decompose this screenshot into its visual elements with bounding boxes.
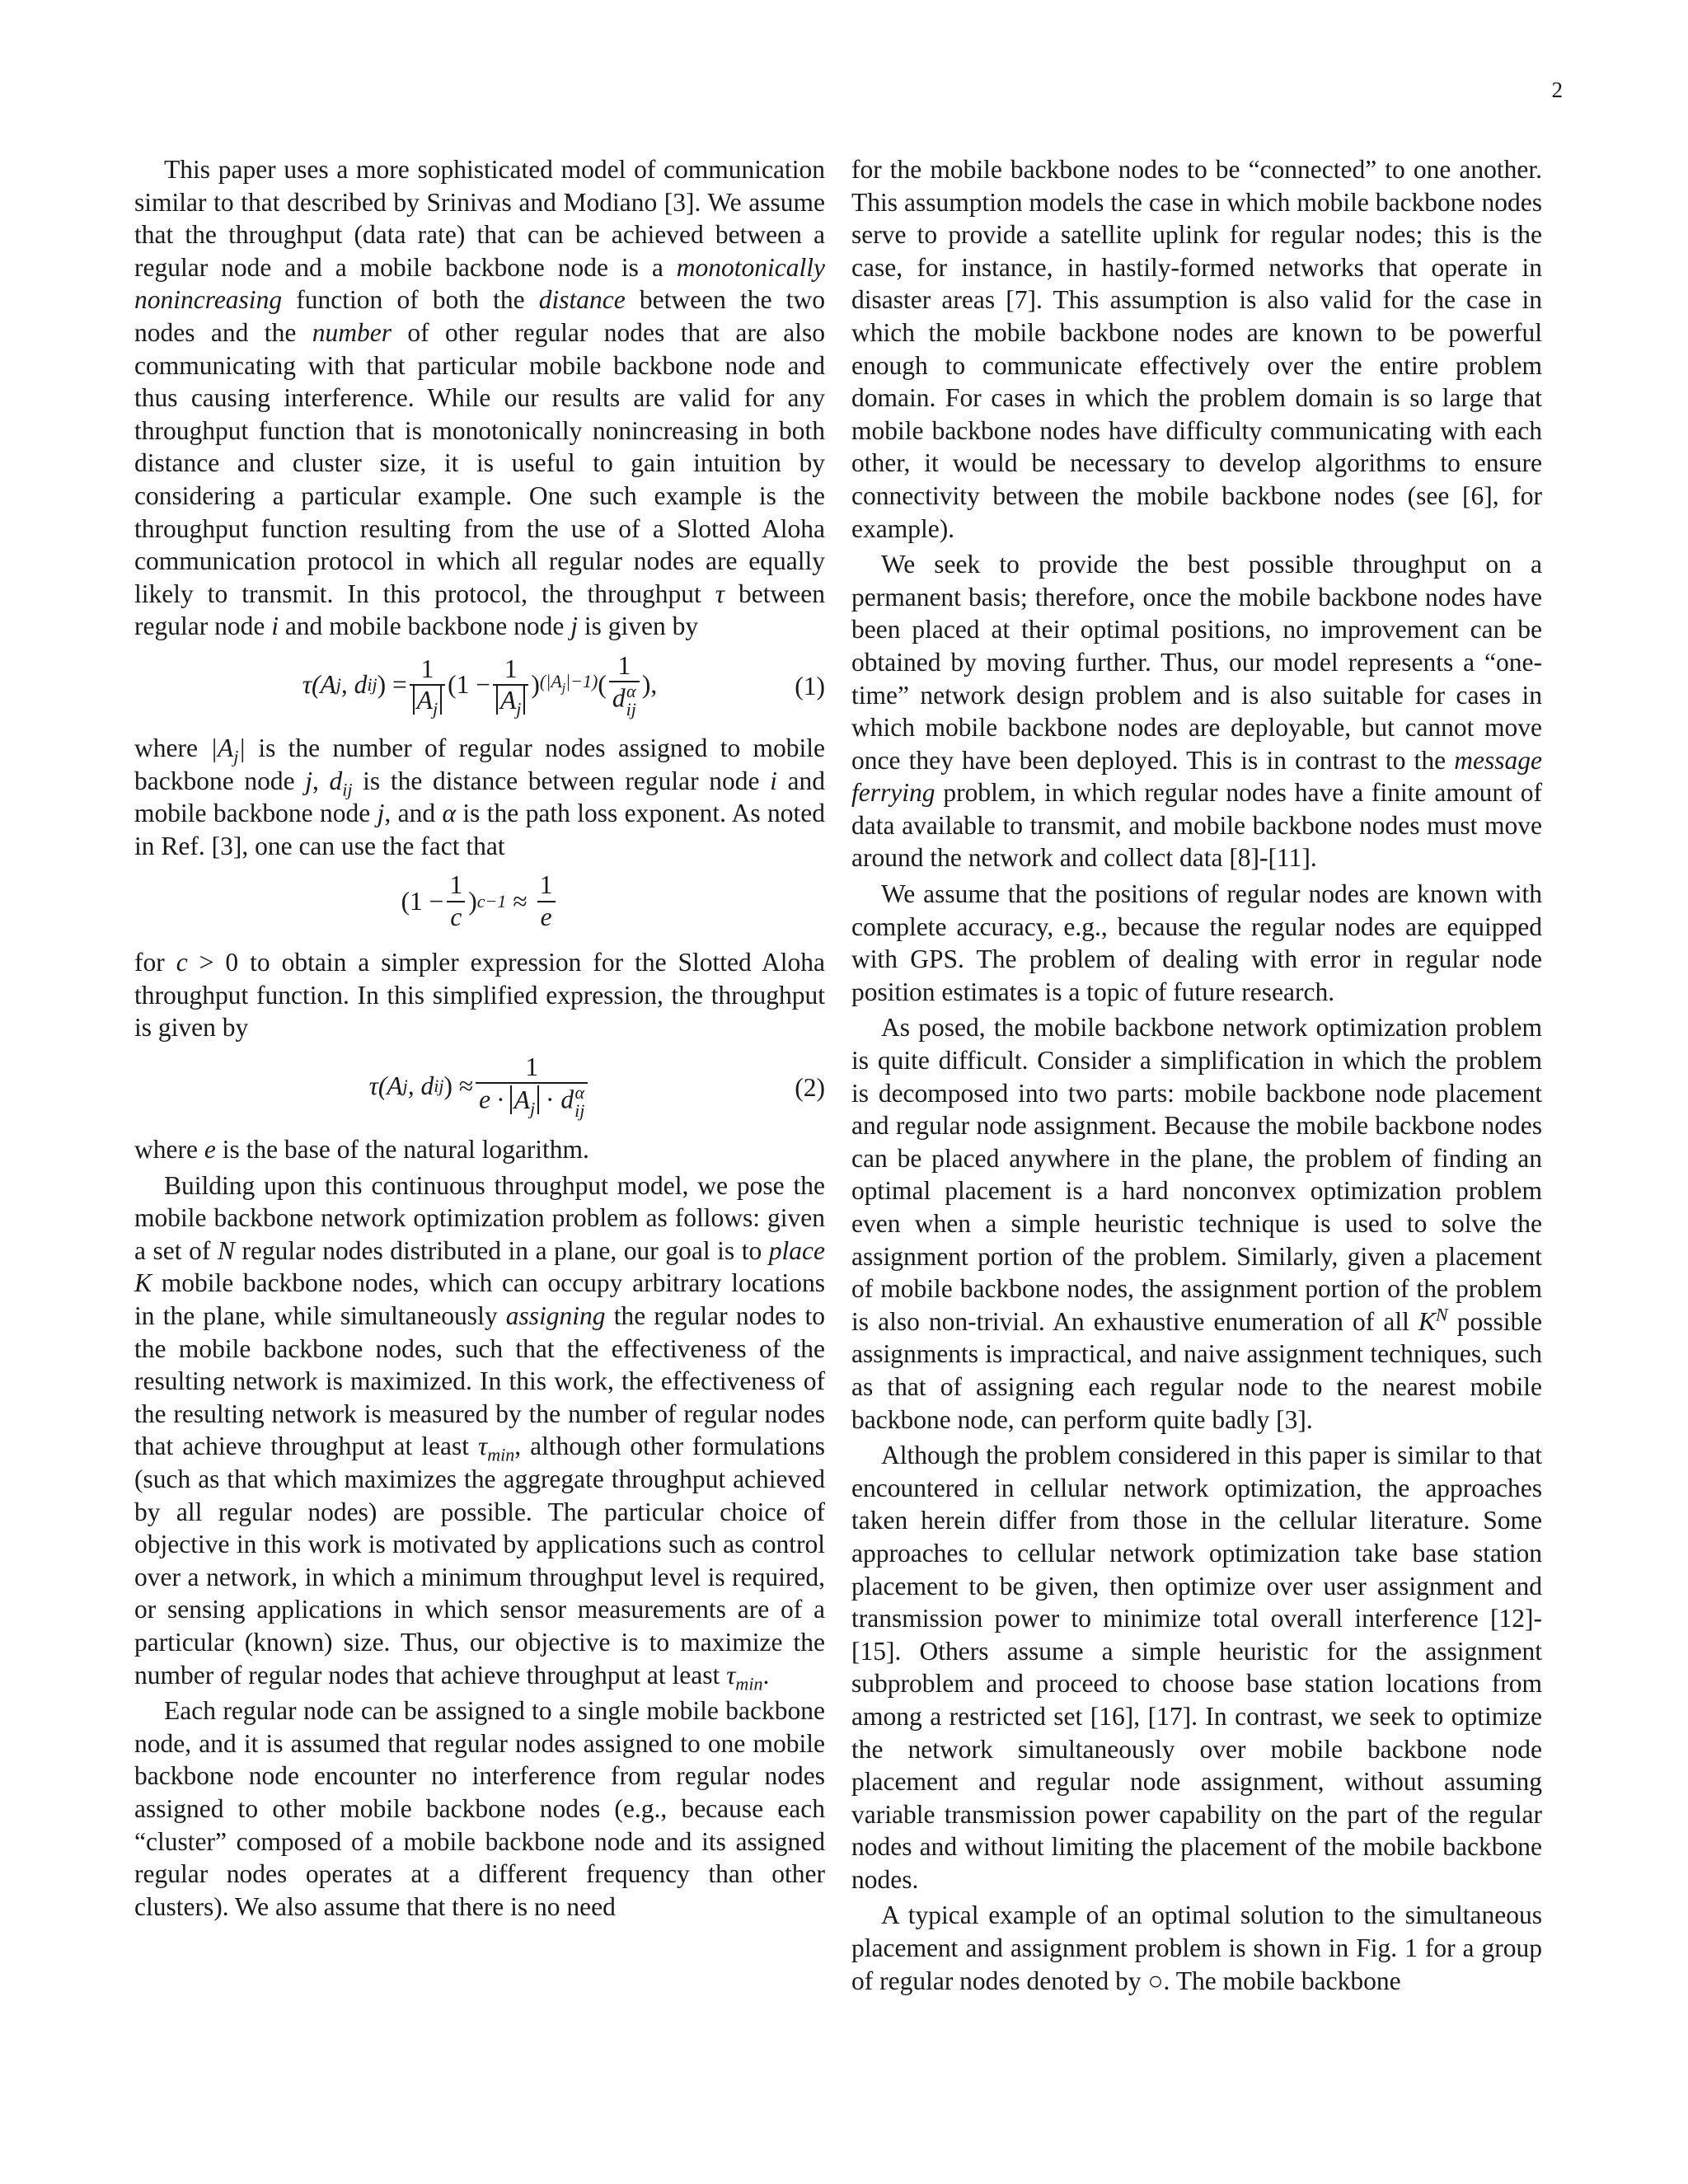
paragraph: A typical example of an optimal solution to the simultaneous placement and assignment problem is shown in Fig. 1 for a group of regular nodes denoted by ○. The mobile backbone — [851, 1900, 1542, 1995]
right-column — [851, 153, 1542, 1997]
equation-approx — [134, 870, 825, 936]
paragraph: where e is the base of the natural logarithm. — [134, 1135, 589, 1165]
equation-1 — [134, 651, 825, 722]
equation-2 — [134, 1052, 825, 1123]
left-column — [134, 153, 825, 1923]
page-number: 2 — [1551, 77, 1563, 102]
equation-approx-body: (1 − $\frac{1}{c}$ ) c−1 ≈ $\frac{1}{e}$ — [401, 870, 559, 931]
paragraph: for c > 0 to obtain a simpler expression for the Slotted Aloha throughput function. In this simplified expression, the throughput is given by — [134, 948, 825, 1043]
paragraph: Building upon this continuous throughput model, we pose the mobile backbone network optimization problem as follows: given a set of N regular nodes distributed in a plane, our goal is to place K mobile backbone nodes, which can occupy arbitrary locations in the plane, while simultaneously assigning the regular nodes to the mobile backbone nodes, such that the effectiveness of the resulting network is maximized. In this work, the effectiveness of the resulting network is measured by the number of regular nodes that achieve throughput at least $\tau_{min}$, although other formulations (such as that which maximizes the aggregate throughput achieved by all regular nodes) are possible. The particular choice of objective in this work is motivated by applications such as control over a network, in which a minimum throughput level is required, or sensing applications in which sensor measurements are of a particular (known) size. Thus, our objective is to maximize the number of regular nodes that achieve throughput at least $\tau_{min}$. — [134, 1170, 826, 1694]
paragraph: We seek to provide the best possible throughput on a permanent basis; therefore, once the mobile backbone nodes have been placed at their optimal positions, no improvement can be obtained by moving further. Thus, our model represents a “one-time” network design problem and is also suitable for cases in which mobile backbone nodes are deployable, but cannot move once they have been deployed. This is in contrast to the message ferrying problem, in which regular nodes have a finite amount of data available to transmit, and mobile backbone nodes must move around the network and collect data [8]-[11]. — [851, 550, 1542, 873]
paragraph: Although the problem considered in this paper is similar to that encountered in cellular network optimization, the approaches taken herein differ from those in the cellular literature. Some approaches to cellular network optimization take base station placement to be given, then optimize over user assignment and transmission power to minimize total overall interference [12]-[15]. Others assume a simple heuristic for the assignment subproblem and proceed to choose base station locations from among a restricted set [16], [17]. In contrast, we seek to optimize the network simultaneously over mobile backbone node placement and regular node assignment, without assuming variable transmission power capability on the part of the regular nodes and without limiting the placement of the mobile backbone nodes. — [851, 1441, 1542, 1894]
paragraph: where $|A_j|$ is the number of regular nodes assigned to mobile backbone node j, $d_{ij}$ is the distance between regular node i and mobile backbone node j, and α is the path loss exponent. As noted in Ref. [3], one can use the fact that — [134, 733, 826, 860]
paragraph: This paper uses a more sophisticated model of communication similar to that described by Srinivas and Modiano [3]. We assume that the throughput (data rate) that can be achieved between a regular node and a mobile backbone node is a monotonically nonincreasing function of both the distance between the two nodes and the number of other regular nodes that are also communicating with that particular mobile backbone node and thus causing interference. While our results are valid for any throughput function that is monotonically nonincreasing in both distance and cluster size, it is useful to gain intuition by considering a particular example. One such example is the throughput function resulting from the use of a Slotted Aloha communication protocol in which all regular nodes are equally likely to transmit. In this protocol, the throughput τ between regular node i and mobile backbone node j is given by — [134, 155, 825, 641]
paragraph: Each regular node can be assigned to a single mobile backbone node, and it is assumed that regular nodes assigned to one mobile backbone node encounter no interference from regular nodes assigned to other mobile backbone nodes (e.g., because each “cluster” composed of a mobile backbone node and its assigned regular nodes operates at a different frequency than other clusters). We also assume that there is no need — [134, 1696, 825, 1921]
equation-1-body: τ(A j , d ij ) = $\frac{1}{A_j}$ (1 − $\frac{1}{A_j}$ ) $(|A_j|-1)$ ( 1 d α ij ), — [302, 650, 658, 720]
paragraph: We assume that the positions of regular nodes are known with complete accuracy, e.g., because the regular nodes are equipped with GPS. The problem of dealing with error in regular node position estimates is a topic of future research. — [851, 879, 1542, 1006]
equation-1-number: (1) — [795, 672, 825, 701]
equation-2-number: (2) — [795, 1073, 825, 1103]
equation-2-body: τ(A j , d ij ) ≈ 1 $e \cdot A_j \cdot d$ α ij — [369, 1052, 591, 1120]
paragraph: As posed, the mobile backbone network optimization problem is quite difficult. Consider a simplification in which the problem is decomposed into two parts: mobile backbone node placement and regular node assignment. Because the mobile backbone nodes can be placed anywhere in the plane, the problem of finding an optimal placement is a hard nonconvex optimization problem even when a simple heuristic technique is used to solve the assignment portion of the problem. Similarly, given a placement of mobile backbone nodes, the assignment portion of the problem is also non-trivial. An exhaustive enumeration of all $K^N$ possible assignments is impractical, and naive assignment techniques, such as that of assigning each regular node to the nearest mobile backbone node, can perform quite badly [3]. — [851, 1013, 1542, 1434]
paragraph: for the mobile backbone nodes to be “connected” to one another. This assumption models the case in which mobile backbone nodes serve to provide a satellite uplink for regular nodes; this is the case, for instance, in hastily-formed networks that operate in disaster areas [7]. This assumption is also valid for the case in which the mobile backbone nodes are known to be powerful enough to communicate effectively over the entire problem domain. For cases in which the problem domain is so large that mobile backbone nodes have difficulty communicating with each other, it would be necessary to develop algorithms to ensure connectivity between the mobile backbone nodes (see [6], for example). — [851, 155, 1542, 543]
